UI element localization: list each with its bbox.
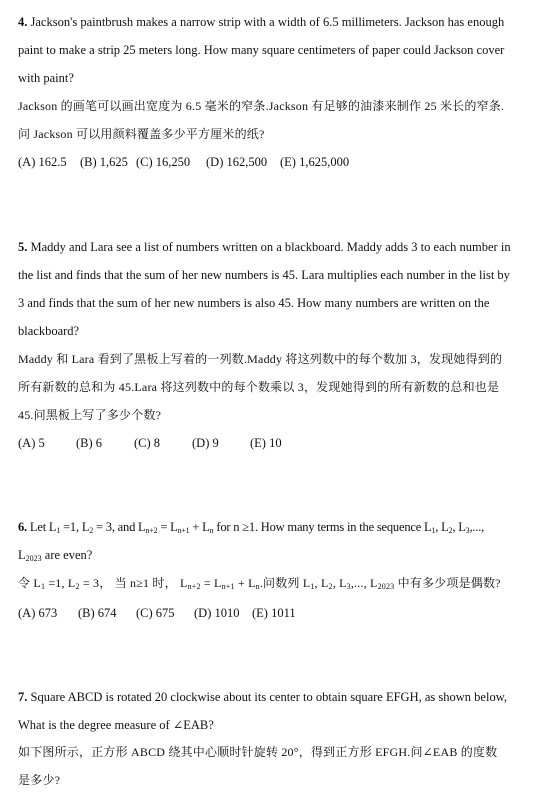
problem-6-en-line-1: 6. Let $L_1 =1$, $L_2 = 3$, and $L_{n+2} = L_{n+1} + L_n$ for n ≥1. How many terms in the sequence $L_1$, $L_2$, $L_3$,..., <box>18 520 485 535</box>
problem-5-en-line-3: 3 and finds that the sum of her new numbers is also 45. How many numbers are written on the <box>18 296 490 310</box>
problem-5-en-line-1: 5. Maddy and Lara see a list of numbers written on a blackboard. Maddy adds 3 to each number in <box>18 240 511 254</box>
problem-7-cn-line-2: 是多少? <box>18 773 61 787</box>
problem-5-en-line-4: blackboard? <box>18 324 80 338</box>
problem-4-en-line-2: paint to make a strip 25 meters long. How many square centimeters of paper could Jackson cover <box>18 43 505 57</box>
problem-5-option-a: (A) 5 <box>18 436 45 450</box>
problem-5-cn-line-1: Maddy 和 Lara 看到了黑板上写着的一列数.Maddy 将这列数中的每个数加 3，发现她得到的 <box>18 352 503 366</box>
problem-7-en-line-1: 7. Square ABCD is rotated 20 clockwise about its center to obtain square EFGH, as shown below, <box>18 690 508 704</box>
problem-7-number: 7. <box>18 690 28 704</box>
problem-5-option-b: (B) 6 <box>76 436 103 450</box>
problem-5-option-e: (E) 10 <box>250 436 282 450</box>
problem-5-cn-line-2: 所有新数的总和为 45.Lara 将这列数中的每个数乘以 3，发现她得到的所有新数的总和也是 <box>18 380 500 394</box>
problem-4-en-line-1: 4. Jackson's paintbrush makes a narrow strip with a width of 6.5 millimeters. Jackson has enough <box>18 15 505 29</box>
problem-6-option-d: (D) 1010 <box>194 606 240 620</box>
problem-6-number: 6. <box>18 520 27 534</box>
problem-7-en-line-2: What is the degree measure of ∠EAB? <box>18 718 214 732</box>
problem-5-option-d: (D) 9 <box>192 436 219 450</box>
problem-6-option-c: (C) 675 <box>136 606 175 620</box>
problem-6-option-a: (A) 673 <box>18 606 58 620</box>
problem-5-cn-line-3: 45.问黑板上写了多少个数? <box>18 408 162 422</box>
problem-6-cn-line: 令 $L_1 =1$, $L_2 = 3$， 当 n≥1 时， $L_{n+2} = L_{n+1} + L_n$.问数列 $L_1$, $L_2$, $L_3$,..., $L_{2023}$ 中有多少项是偶数? <box>18 576 501 591</box>
problem-5-en-line-2: the list and finds that the sum of her new numbers is 45. Lara multiplies each number in the list by <box>18 268 510 282</box>
problem-4-cn-line-2: 问 Jackson 可以用颜料覆盖多少平方厘米的纸? <box>18 127 265 141</box>
problem-7-cn-line-1: 如下图所示，正方形 ABCD 绕其中心顺时针旋转 20°，得到正方形 EFGH.问∠EAB 的度数 <box>18 745 498 759</box>
problem-4-option-e: (E) 1,625,000 <box>280 155 350 169</box>
problem-6-en-line-2: $L_{2023}$ are even? <box>18 548 93 563</box>
problem-4-en-line-3: with paint? <box>18 71 74 85</box>
problem-4-cn-line-1: Jackson 的画笔可以画出宽度为 6.5 毫米的窄条.Jackson 有足够的油漆来制作 25 米长的窄条. <box>18 99 505 113</box>
problem-5-number: 5. <box>18 240 28 254</box>
problem-6-option-b: (B) 674 <box>78 606 117 620</box>
problem-4-option-a: (A) 162.5 <box>18 155 67 169</box>
problem-4-option-d: (D) 162,500 <box>206 155 268 169</box>
problem-4-number: 4. <box>18 15 28 29</box>
problem-4-option-b: (B) 1,625 <box>80 155 128 169</box>
problem-5-option-c: (C) 8 <box>134 436 161 450</box>
problem-6-option-e: (E) 1011 <box>252 606 296 620</box>
problem-4-option-c: (C) 16,250 <box>136 155 191 169</box>
